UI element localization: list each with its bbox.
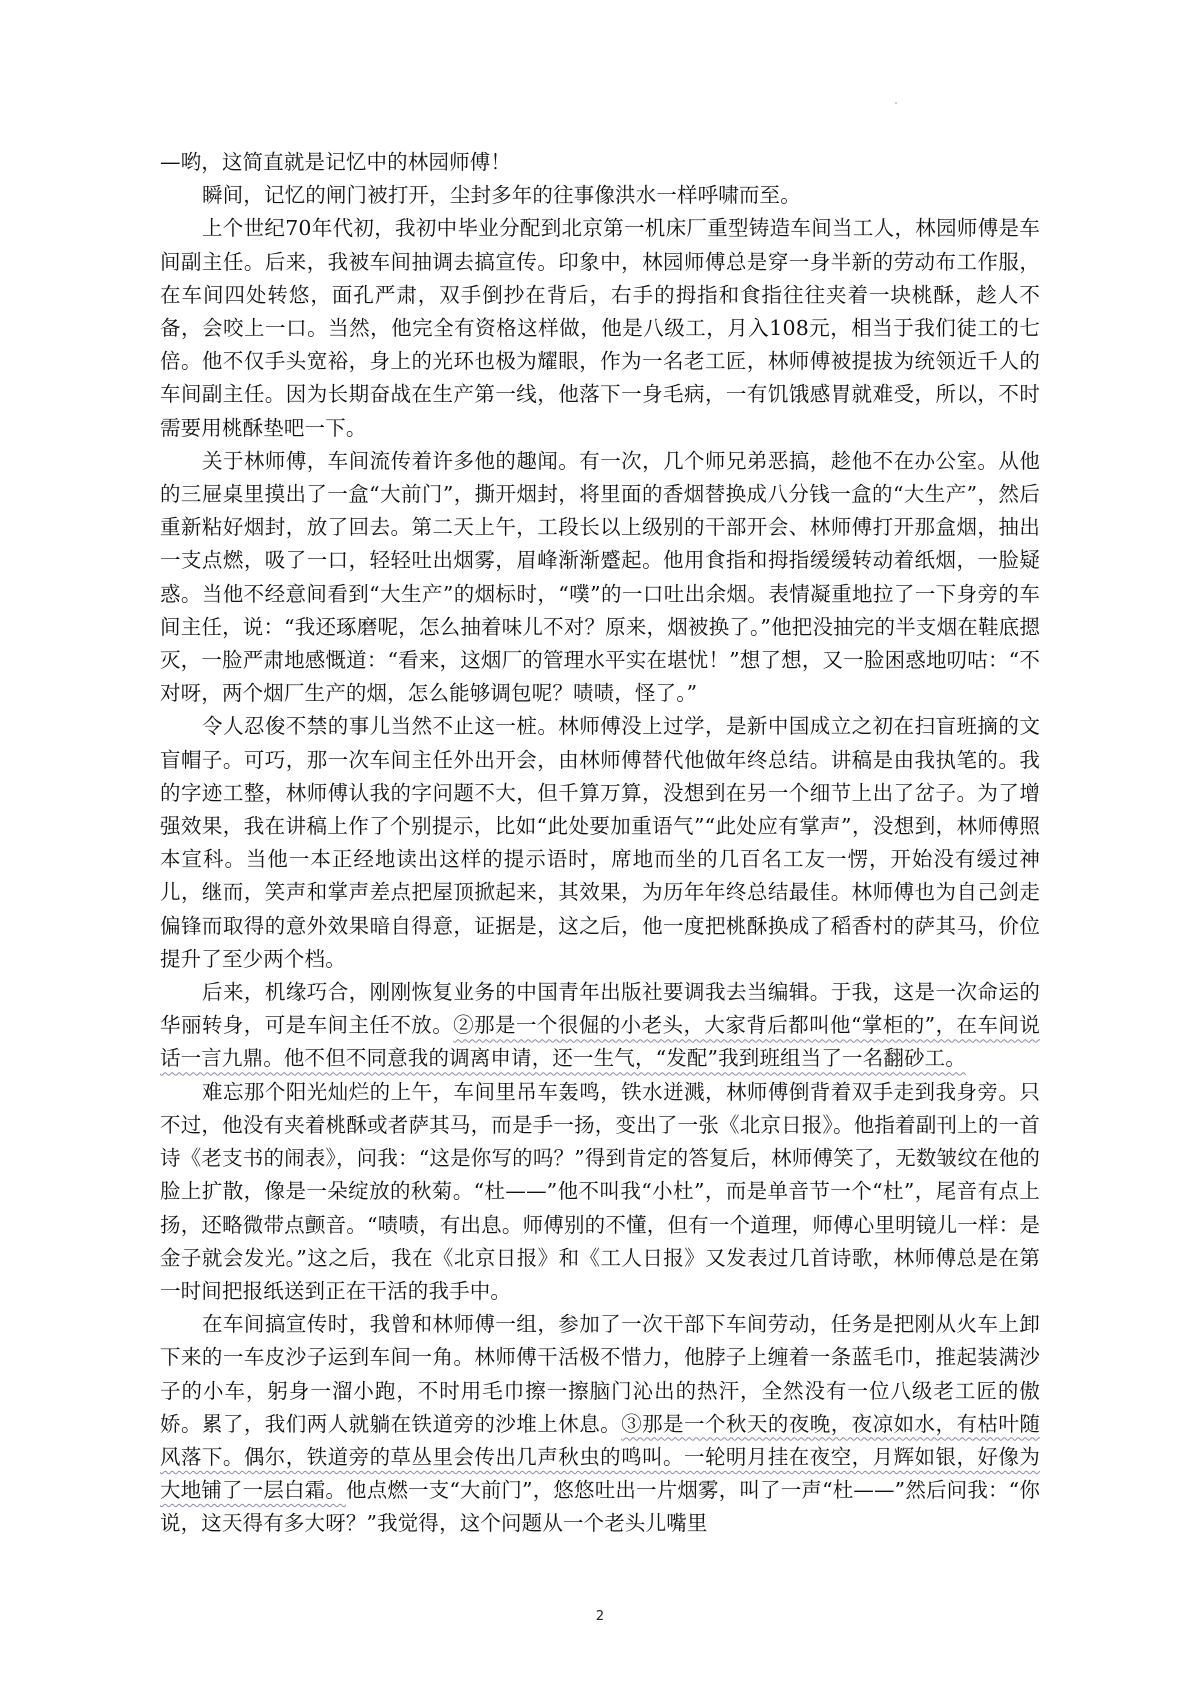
paragraph-3 <box>160 212 1040 444</box>
paragraph-8 <box>160 1308 1040 1540</box>
paragraph-8-tail: 他点燃一支“大前门”，悠悠吐出一片烟雾，叫了一声“杜——”然后问我：“你说，这天得有多大呀？”我觉得，这个问题从一个老头儿嘴里 <box>160 1478 1040 1536</box>
paragraph-1 <box>160 146 1040 179</box>
page-number: 2 <box>595 1609 605 1624</box>
paragraph-8-text: 在车间搞宣传时，我曾和林师傅一组，参加了一次干部下车间劳动，任务是把刚从火车上卸下来的一车皮沙子运到车间一角。林师傅干活极不惜力，他脖子上缠着一条蓝毛巾，推起装满沙子的小车，躬身一溜小跑，不时用毛巾擦一擦脑门沁出的热汗，全然没有一位八级老工匠的傲娇。累了，我们两人就躺在铁道旁的沙堆上休息。 <box>160 1312 1040 1436</box>
scan-speck <box>895 102 897 104</box>
underlined-sentence-2: ②那是一个很倔的小老头，大家背后都叫他“掌柜的”，在车间说话一言九鼎。他不但不同意我的调离申请，还一生气，“发配”我到班组当了一名翻砂工。 <box>160 1013 1040 1071</box>
paragraph-3-text: 上个世纪70年代初，我初中毕业分配到北京第一机床厂重型铸造车间当工人，林园师傅是车间副主任。后来，我被车间抽调去搞宣传。印象中，林园师傅总是穿一身半新的劳动布工作服，在车间四处转悠，面孔严肃，双手倒抄在背后，右手的拇指和食指往往夹着一块桃酥，趁人不备，会咬上一口。当然，他完全有资格这样做，他是八级工，月入108元，相当于我们徒工的七倍。他不仅手头宽裕，身上的光环也极为耀眼，作为一名老工匠，林师傅被提拔为统领近千人的车间副主任。因为长期奋战在生产第一线，他落下一身毛病，一有饥饿感胃就难受，所以，不时需要用桃酥垫吧一下。 <box>160 216 1040 440</box>
paragraph-4-text: 关于林师傅，车间流传着许多他的趣闻。有一次，几个师兄弟恶搞，趁他不在办公室。从他的三屉桌里摸出了一盒“大前门”，撕开烟封，将里面的香烟替换成八分钱一盒的“大生产”，然后重新粘好烟封，放了回去。第二天上午，工段长以上级别的干部开会、林师傅打开那盒烟，抽出一支点燃，吸了一口，轻轻吐出烟雾，眉峰渐渐蹙起。他用食指和拇指缓缓转动着纸烟，一脸疑惑。当他不经意间看到“大生产”的烟标时，“噗”的一口吐出余烟。表情凝重地拉了一下身旁的车间主任，说：“我还琢磨呢，怎么抽着味儿不对？原来，烟被换了。”他把没抽完的半支烟在鞋底摁灭，一脸严肃地感慨道：“看来，这烟厂的管理水平实在堪忧！”想了想，又一脸困惑地叨咕：“不对呀，两个烟厂生产的烟，怎么能够调包呢？啧啧，怪了。” <box>160 448 1040 706</box>
paragraph-6-text: 后来，机缘巧合，刚刚恢复业务的中国青年出版社要调我去当编辑。于我，这是一次命运的华丽转身，可是车间主任不放。 <box>160 980 1040 1038</box>
paragraph-7 <box>160 1076 1040 1308</box>
paragraph-2 <box>160 179 1040 212</box>
document-body <box>160 146 1040 1541</box>
underlined-sentence-3: ③那是一个秋天的夜晚，夜凉如水，有枯叶随风落下。偶尔，铁道旁的草丛里会传出几声秋虫的鸣叫。一轮明月挂在夜空，月辉如银，好像为大地铺了一层白霜。 <box>160 1411 1040 1503</box>
paragraph-5-text: 令人忍俊不禁的事儿当然不止这一桩。林师傅没上过学，是新中国成立之初在扫盲班摘的文盲帽子。可巧，那一次车间主任外出开会，由林师傅替代他做年终总结。讲稿是由我执笔的。我的字迹工整，林师傅认我的字问题不大，但千算万算，没想到在另一个细节上出了岔子。为了增强效果，我在讲稿上作了个别提示，比如“此处要加重语气”“此处应有掌声”，没想到，林师傅照本宣科。当他一本正经地读出这样的提示语时，席地而坐的几百名工友一愣，开始没有缓过神儿，继而，笑声和掌声差点把屋顶掀起来，其效果，为历年年终总结最佳。林师傅也为自己剑走偏锋而取得的意外效果暗自得意，证据是，这之后，他一度把桃酥换成了稻香村的萨其马，价位提升了至少两个档。 <box>160 714 1040 971</box>
paragraph-6 <box>160 976 1040 1076</box>
paragraph-4 <box>160 445 1040 711</box>
paragraph-1-text: —哟，这简直就是记忆中的林园师傅！ <box>160 150 512 174</box>
paragraph-2-text: 瞬间，记忆的闸门被打开，尘封多年的往事像洪水一样呼啸而至。 <box>202 183 801 208</box>
paragraph-7-text: 难忘那个阳光灿烂的上午，车间里吊车轰鸣，铁水迸溅，林师傅倒背着双手走到我身旁。只不过，他没有夹着桃酥或者萨其马，而是手一扬，变出了一张《北京日报》。他指着副刊上的一首诗《老支书的闹表》，问我：“这是你写的吗？”得到肯定的答复后，林师傅笑了，无数皱纹在他的脸上扩散，像是一朵绽放的秋菊。“杜——”他不叫我“小杜”，而是单音节一个“杜”，尾音有点上扬，还略微带点颤音。“啧啧，有出息。师傅别的不懂，但有一个道理，师傅心里明镜儿一样：是金子就会发光。”这之后，我在《北京日报》和《工人日报》又发表过几首诗歌，林师傅总是在第一时间把报纸送到正在干活的我手中。 <box>160 1079 1040 1303</box>
paragraph-5 <box>160 710 1040 976</box>
